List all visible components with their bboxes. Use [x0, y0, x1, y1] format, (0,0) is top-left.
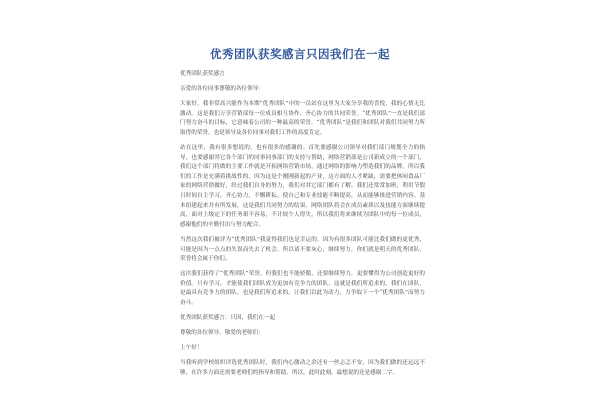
paragraph: 这次我们获得了“优秀团队”荣誉，但我们也不能骄傲，还要继续努力，更要懂得为公司创造更好的价值。只有学习，才能使我们团队成为更加有竞争力的团队，这就是我们所追求的，我们在团队，是最具有竞争力的团队，也是我们所追求的。让我们以此为动力，力争取下一个“优秀团队”而努力奋斗。 — [180, 271, 425, 306]
paragraph-heading: 优秀团队获奖感言 — [180, 71, 225, 77]
paragraph-greeting: 上午好！ — [180, 345, 203, 352]
paragraph: 站在这里，我有很多想说的，也有很多的感谢的。首先要感谢公司领导对我们部门规划全力的指导，也要感谢其它各个部门的同事同事部门的支持与帮助，网络营销部是公司新成立的一个部门，我们这个部门将做的主要工作就是开拓网络营销市场，通过网络的影响力塑造我们的品牌。所以我们的工作是充满着挑战性的，因为这是个刚刚新起的产业，这方面的人才紧缺，需要把休闲食品厂家的网络营销做好，经过我们自身的努力，我们对其它部门都有了解。我们还常常加班，利用节假日时间自主学习，齐心协力，不懈耕耘。使自己和专业技能不断提高，从而能够推进营销内容、基本组建起来并有所发展，这是我们共同努力的结果。网络团队将会在成员素质以及技能方面继续提高，面对上级定下的任务艰不容易，不计较个人得失，所以我们将来继续为团队中的每一位成员，感谢他们的辛勤付出与努力配合。 — [180, 145, 425, 228]
document-title: 优秀团队获奖感言只因我们在一起 — [210, 47, 390, 61]
paragraph-salutation: 亲爱的各位同事尊敬的各位领导： — [180, 86, 264, 93]
paragraph: 大家好。我非常高兴能作为本期“优秀团队”中的一员站在这里为大家分享我的喜悦，我的心情无比激动。这是我们万享营销部每一位成员相互协作、齐心协力的共同荣誉。“优秀团队”一直是我们部门努力奋斗的目标，它意味着公司的一种最高的荣誉，“优秀团队”是我们和团队对我们共同努力所取得的荣誉，也是领导及各位同事对我们工作的高度肯定。 — [180, 101, 425, 136]
paragraph-salutation: 尊敬的各位领导、敬爱的老师们： — [180, 330, 264, 337]
document-body — [180, 70, 425, 384]
paragraph: 当我听到学校组织评选优秀团队时，我们内心激动之余还有一丝忐忑不安，因为我们做的还远远不够，在许多方面还需要老师们的指导和帮助。所以，此时此刻，最想说的还是感谢二字。 — [180, 360, 425, 376]
paragraph: 当然这次我们被评为“优秀团队”我觉得我们也是幸运的。因为有很多团队可能比我们做的更优秀，可能是因为一点点的失误而失去了机会。所以请不要灰心，继续努力，你们就是明天的优秀团队，荣誉将会属于你们。 — [180, 236, 425, 263]
paragraph-subtitle: 优秀团队获奖感言：只因，我们在一起 — [180, 315, 276, 322]
